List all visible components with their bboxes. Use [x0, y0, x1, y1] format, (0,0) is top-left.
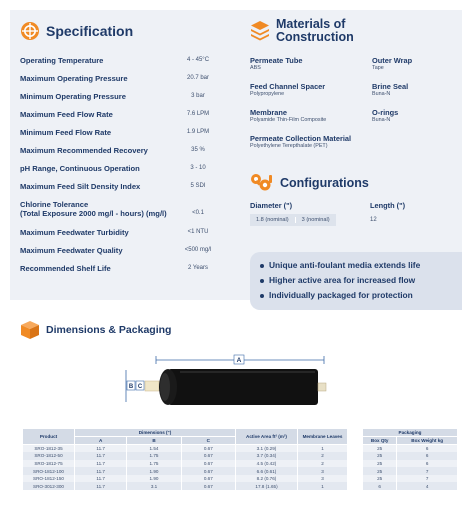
spec-value: 5 SDI	[190, 183, 206, 189]
table-cell: 1.90	[127, 475, 181, 483]
diameter-option: 3 (nominal)	[295, 217, 336, 223]
table-header: C	[181, 437, 235, 445]
table-cell: 6	[363, 482, 397, 490]
table-header: A	[75, 437, 127, 445]
membrane-body	[168, 369, 318, 405]
material-name: Outer Wrap	[372, 56, 413, 65]
material-value: Tape	[372, 65, 384, 71]
bullet-icon	[260, 294, 264, 298]
table-row	[363, 452, 458, 460]
material-name: Permeate Tube	[250, 56, 303, 65]
spec-label-sub: (Total Exposure 2000 mg/l - hours) (mg/l)	[20, 209, 167, 218]
material-name: Membrane	[250, 108, 287, 117]
table-cell: 4.5 (0.42)	[236, 460, 298, 468]
bullet-icon	[260, 279, 264, 283]
materials-title-line1: Materials of	[276, 17, 346, 31]
dimensions-title: Dimensions & Packaging	[46, 324, 172, 336]
spec-value: 3 bar	[191, 93, 205, 99]
diameter-label: Diameter (")	[250, 201, 293, 210]
table-cell: 4	[397, 482, 458, 490]
table-header: Box Qty	[363, 437, 397, 445]
table-cell: 3.1 (0.29)	[236, 445, 298, 453]
table-cell: 11.7	[75, 467, 127, 475]
table-cell: 6	[397, 460, 458, 468]
table-row	[363, 475, 458, 483]
diameter-option: 1.8 (nominal)	[256, 217, 289, 223]
table-cell: 1.54	[127, 445, 181, 453]
spec-label: pH Range, Continuous Operation	[20, 164, 140, 173]
material-value: ABS	[250, 65, 261, 71]
table-cell: SRO-3012-300	[23, 482, 75, 490]
table-cell: 3.1	[127, 482, 181, 490]
table-row	[23, 475, 348, 483]
spec-value: 3 - 10	[190, 165, 206, 171]
table-cell: 8.2 (0.76)	[236, 475, 298, 483]
spec-value: 7.6 LPM	[186, 111, 210, 117]
table-cell: 11.7	[75, 482, 127, 490]
table-cell: 11.7	[75, 460, 127, 468]
dim-label-c: C	[137, 384, 143, 390]
table-cell: 2	[298, 460, 348, 468]
spec-value: 20.7 bar	[186, 75, 210, 81]
table-cell: 2	[298, 452, 348, 460]
table-cell: 0.67	[181, 467, 235, 475]
spec-label: Maximum Feed Silt Density Index	[20, 182, 141, 191]
table-row	[23, 452, 348, 460]
table-cell: 1	[298, 445, 348, 453]
material-item	[250, 82, 325, 98]
table-header: Box Weight kg	[397, 437, 458, 445]
table-cell: 11.7	[75, 452, 127, 460]
feature-item	[260, 258, 462, 273]
packaging-table	[362, 428, 458, 490]
material-value: Buna-N	[372, 91, 391, 97]
wrench-icon	[250, 173, 274, 193]
box-icon	[20, 320, 40, 340]
material-value: Polyethylene Terepthalate (PET)	[250, 143, 328, 149]
features-box	[250, 252, 462, 310]
table-row	[23, 467, 348, 475]
table-cell: 25	[363, 467, 397, 475]
material-value: Buna-N	[372, 117, 391, 123]
material-name: O-rings	[372, 108, 399, 117]
table-header: Active Area ft² (m²)	[236, 429, 298, 445]
table-cell: 0.67	[181, 475, 235, 483]
spec-label: Maximum Feedwater Quality	[20, 246, 123, 255]
configurations-header	[250, 173, 369, 193]
spec-value: 4 - 45°C	[186, 57, 210, 63]
material-name: Feed Channel Spacer	[250, 82, 326, 91]
spec-value: 2 Years	[187, 265, 209, 271]
dim-label-a: A	[236, 357, 242, 365]
diameter-options	[250, 214, 336, 226]
spec-value: 1.9 LPM	[186, 129, 210, 135]
table-cell: 11.7	[75, 475, 127, 483]
dimensions-header	[20, 320, 171, 340]
permeate-tube	[145, 381, 159, 391]
feature-item	[260, 273, 462, 288]
table-cell: 0.67	[181, 460, 235, 468]
feature-text: Individually packaged for protection	[269, 290, 413, 300]
spec-label: Minimum Feed Flow Rate	[20, 128, 112, 137]
spec-label: Maximum Feedwater Turbidity	[20, 228, 129, 237]
materials-title-line2: Construction	[276, 30, 354, 44]
bullet-icon	[260, 264, 264, 268]
spec-label: Maximum Feed Flow Rate	[20, 110, 113, 119]
table-cell: 25	[363, 452, 397, 460]
table-cell: 3	[298, 475, 348, 483]
material-value: Polypropylene	[250, 91, 285, 97]
table-header: Membrane Leaves	[298, 429, 348, 445]
table-cell: 0.67	[181, 452, 235, 460]
table-cell: SRO-1812-100	[23, 467, 75, 475]
spec-value: <1 NTU	[187, 229, 209, 235]
table-row	[363, 482, 458, 490]
table-cell: 3.7 (0.34)	[236, 452, 298, 460]
table-cell: 1.75	[127, 452, 181, 460]
dim-label-b: B	[128, 384, 134, 390]
table-row	[23, 445, 348, 453]
table-cell: 0.67	[181, 445, 235, 453]
material-item	[250, 108, 326, 124]
spec-label: Maximum Operating Pressure	[20, 74, 128, 83]
table-cell: SRO-1812-75	[23, 460, 75, 468]
feature-text: Higher active area for increased flow	[269, 275, 416, 285]
table-cell: 3	[298, 467, 348, 475]
material-item	[372, 108, 398, 124]
spec-label: Minimum Operating Pressure	[20, 92, 126, 101]
table-row	[23, 482, 348, 490]
table-cell: SRO-1812-150	[23, 475, 75, 483]
table-cell: SRO-1812-50	[23, 452, 75, 460]
material-name: Brine Seal	[372, 82, 409, 91]
table-cell: 17.8 (1.65)	[236, 482, 298, 490]
table-cell: 6	[397, 452, 458, 460]
table-row	[363, 445, 458, 453]
length-label: Length (")	[370, 201, 406, 210]
table-cell: 11.7	[75, 445, 127, 453]
spec-label: Recommended Shelf Life	[20, 264, 111, 273]
material-name: Permeate Collection Material	[250, 134, 352, 143]
table-row	[363, 467, 458, 475]
material-item	[250, 56, 302, 72]
material-item	[372, 56, 412, 72]
spec-label: Operating Temperature	[20, 56, 104, 65]
table-cell: 7	[397, 467, 458, 475]
spec-value: 35 %	[191, 147, 205, 153]
membrane-diagram	[120, 348, 360, 412]
material-item	[250, 134, 351, 150]
table-row	[363, 460, 458, 468]
spec-label: Chlorine Tolerance	[20, 200, 89, 209]
table-header: B	[127, 437, 181, 445]
table-header: Dimensions (")	[75, 429, 236, 437]
material-value: Polyamide Thin-Film Composite	[250, 117, 327, 123]
table-header: Packaging	[363, 429, 458, 437]
table-row	[23, 460, 348, 468]
specification-title: Specification	[46, 23, 134, 39]
spec-label: Maximum Recommended Recovery	[20, 146, 148, 155]
table-cell: 7	[397, 475, 458, 483]
material-item	[372, 82, 408, 98]
dimensions-table	[22, 428, 348, 490]
table-cell: 1.90	[127, 467, 181, 475]
configurations-title: Configurations	[280, 176, 369, 190]
table-cell: 1.75	[127, 460, 181, 468]
table-cell: 6.6 (0.61)	[236, 467, 298, 475]
materials-header	[250, 18, 354, 44]
feature-text: Unique anti-foulant media extends life	[269, 260, 421, 270]
crosshair-icon	[20, 21, 40, 41]
table-cell: 0.67	[181, 482, 235, 490]
table-header: Product	[23, 429, 75, 445]
table-cell: 25	[363, 445, 397, 453]
spec-value: <0.1	[192, 210, 204, 216]
feature-item	[260, 288, 462, 303]
layers-icon	[250, 20, 270, 42]
length-value: 12	[370, 217, 377, 223]
table-cell: 6	[397, 445, 458, 453]
table-cell: 25	[363, 460, 397, 468]
table-cell: 1	[298, 482, 348, 490]
table-cell: 25	[363, 475, 397, 483]
specification-header	[20, 20, 133, 42]
spec-value: <500 mg/l	[184, 247, 212, 253]
table-cell: SRO-1812-35	[23, 445, 75, 453]
